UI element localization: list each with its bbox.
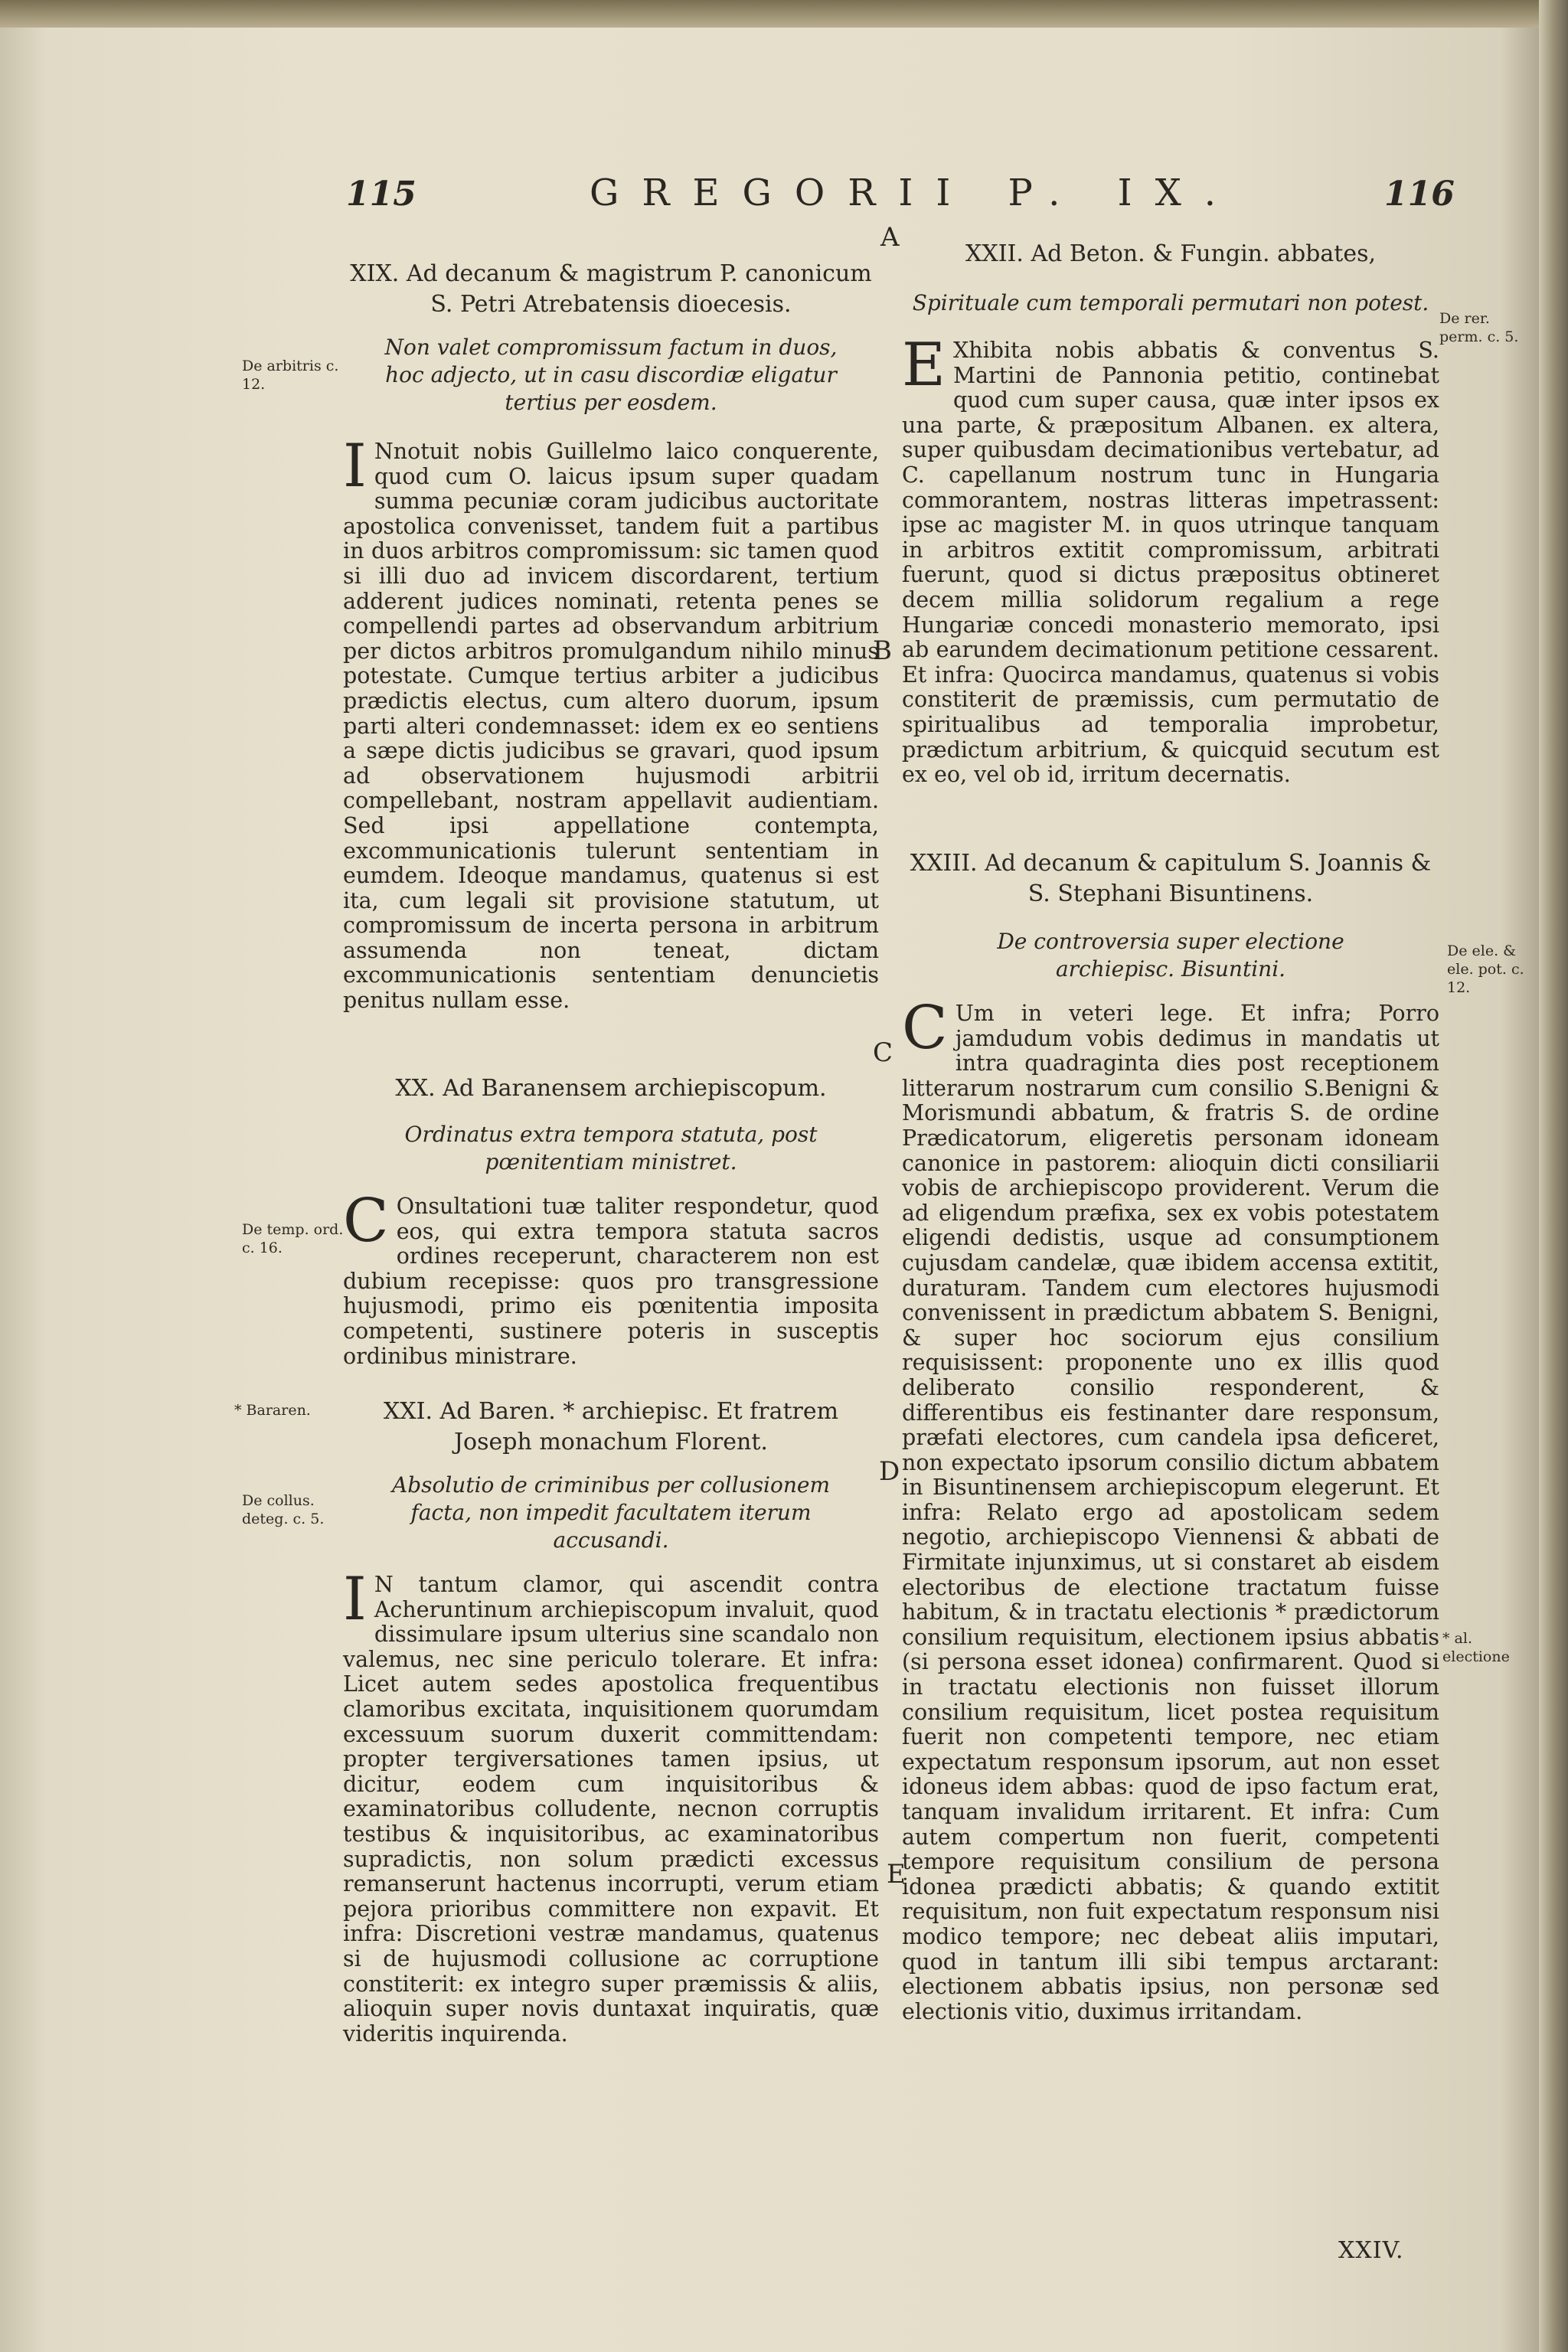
margin-note-ele-pot: De ele. & ele. pot. c. 12. (1447, 942, 1524, 996)
section-21 (343, 1396, 879, 2047)
section-23-heading: XXIII. Ad decanum & capitulum S. Joannis & S. Stephani Bisuntinens. (910, 850, 1432, 907)
section-22 (902, 239, 1439, 788)
section-21-summary: Absolutio de criminibus per collusionem facta, non impedit facultatem iterum accusandi. (391, 1472, 831, 1553)
section-21-dropcap: I (343, 1565, 367, 1634)
section-marker-e: E (887, 1859, 906, 1890)
section-22-text: Xhibita nobis abbatis & conventus S. Martini de Pannonia petitio, continebat quod cum super causa, quæ inter ipsos ex una parte, & præpositum Albanen. ex altera, super quibusdam decimationibus vertebatur, ad C. capellanum nostrum tunc in Hungaria commorantem, nostras litteras impetrassent: ipse ac magister M. in quos utrinque tanquam in arbitros extitit compromissum, arbitrati fuerunt, quod si dictus præpositus obtineret decem millia solidorum regalium a rege Hungariæ concedi monasterio memorato, ipsi ab earundem decimationum petitione cessarent. Et infra: Quocirca mandamus, quatenus si vobis constiterit de præmissis, cum permutatio de spiritualibus ad temporalia improbetur, prædictum arbitrium, & quicquid secutum est ex eo, vel ob id, irritum decernatis. (902, 338, 1439, 788)
page-number-right: 116 (1384, 175, 1455, 214)
section-19-text: Nnotuit nobis Guillelmo laico conquerente, quod cum O. laicus ipsum super quadam summa pecuniæ coram judicibus auctoritate apostolica convenisset, tandem fuit a partibus in duos arbitros compromissum: sic tamen quod si illi duo ad invicem discordarent, tertium adderent judices nominati, retenta penes se compellendi partes ad observandum arbitrium per dictos arbitros promulgandum nihilo minus potestate. Cumque tertius arbiter a judicibus prædictis electus, cum altero duorum, ipsum parti alteri condemnasset: idem ex eo sentiens a sæpe dictis judicibus se gravari, quod ipsum ad observationem hujusmodi arbitrii compellebant, nostram appellavit audientiam. Sed ipsi appellatione contempta, excommunicationis tulerunt sententiam in eumdem. Ideoque mandamus, quatenus si est ita, cum legali sit provisione statutum, ut compromissum de incerta persona in arbitrum assumenda non teneat, dictam excommunicationis sententiam denuncietis penitus nullam esse. (343, 439, 879, 1014)
page-right-edge (1539, 0, 1568, 2352)
section-marker-b: B (873, 635, 892, 666)
section-23-text: Um in veteri lege. Et infra; Porro jamdudum vobis dedimus in mandatis ut intra quadraginta dies post receptionem litterarum nostrarum cum consilio S.Benigni & Morismundi abbatum, & fratris S. de ordine Prædicatorum, eligeretis personam idoneam canonice in pastorem: alioquin dicti consiliarii vobis de archiepiscopo providerent. Verum die ad eligendum præfixa, sex ex vobis potestatem eligendi dedistis, usque ad consumptionem cujusdam candelæ, quæ ibidem accensa extitit, duraturam. Tandem cum electores hujusmodi convenissent in prædictum abbatem S. Benigni, & super hoc sociorum ejus consilium requisissent: proponente uno ex illis quod deliberato consilio responderent, & differentibus eis festinanter dare responsum, præfati electores, cum candela ipsa deficeret, non expectato ipsorum consilio dictum abbatem in Bisuntinensem archiepiscopum elegerunt. Et infra: Relato ergo ad apostolicam sedem negotio, archiepiscopo Viennensi & abbati de Firmitate injunximus, ut si constaret ab eisdem electoribus de electione tractatum fuisse habitum, & in tractatu electionis * prædictorum consilium requisitum, electionem ipsius abbatis (si persona esset idonea) confirmarent. Quod si in tractatu electionis non fuisset illorum consilium requisitum, licet postea requisitum fuerit non competenti tempore, nec etiam expectatum responsum ipsorum, aut non esset idoneus idem abbas: quod de ipso factum erat, tanquam invalidum irritarent. Et infra: Cum autem compertum non fuerit, competenti tempore requisitum consilium de persona idonea prædicti abbatis; & quando extitit requisitum, non fuit expectatum responsum nisi modico tempore; nec debeat aliis imputari, quod in tantum illi sibi tempus arctarant: electionem abbatis ipsius, non personæ sed electionis vitio, duximus irritandam. (902, 1001, 1439, 2024)
margin-note-collus: De collus. deteg. c. 5. (242, 1492, 325, 1527)
section-22-heading: XXII. Ad Beton. & Fungin. abbates, (965, 240, 1376, 267)
margin-note-rer-perm: De rer. perm. c. 5. (1439, 310, 1519, 345)
section-23-summary: De controversia super electione archiepisc. Bisuntini. (997, 929, 1344, 982)
section-marker-c: C (873, 1037, 893, 1068)
section-19-summary: Non valet compromissum factum in duos, hoc adjecto, ut in casu discordiæ eligatur tertius per eosdem. (384, 335, 838, 415)
section-21-heading: XXI. Ad Baren. * archiepisc. Et fratrem Joseph monachum Florent. (383, 1398, 839, 1455)
section-20-body (343, 1187, 879, 1369)
section-20-summary: Ordinatus extra tempora statuta, post pœnitentiam ministret. (404, 1122, 818, 1174)
margin-note-arbitris: De arbitris c. 12. (242, 358, 339, 393)
margin-note-bararen: * Bararen. (234, 1402, 311, 1419)
section-19-heading: XIX. Ad decanum & magistrum P. canonicum S. Petri Atrebatensis dioecesis. (350, 260, 872, 318)
section-19 (343, 259, 879, 1014)
section-22-body (902, 331, 1439, 788)
margin-note-temp-ord: De temp. ord. c. 16. (242, 1221, 344, 1256)
page-top-edge (0, 0, 1568, 28)
margin-note-al-electione: * al. electione (1442, 1630, 1510, 1665)
section-19-dropcap: I (343, 432, 367, 501)
section-22-summary: Spirituale cum temporali permutari non potest. (912, 290, 1429, 315)
page-number-left: 115 (346, 175, 416, 214)
section-marker-d: D (879, 1456, 900, 1487)
section-23-dropcap: C (902, 994, 948, 1063)
section-23-body (902, 994, 1439, 2024)
running-title: GREGORII P. IX. (590, 172, 1240, 214)
section-marker-a: A (880, 222, 900, 253)
catchword: XXIV. (1338, 2237, 1404, 2264)
section-20-dropcap: C (343, 1187, 389, 1256)
section-23 (902, 848, 1439, 2024)
section-21-body (343, 1565, 879, 2047)
section-20 (343, 1073, 879, 1369)
section-22-dropcap: E (902, 331, 946, 400)
section-20-text: Onsultationi tuæ taliter respondetur, quod eos, qui extra tempora statuta sacros ordines receperunt, characterem non est dubium recepisse: quos pro transgressione hujusmodi, primo eis pœnitentia imposita competenti, sustinere poteris in susceptis ordinibus ministrare. (343, 1194, 879, 1369)
section-21-text: N tantum clamor, qui ascendit contra Acheruntinum archiepiscopum invaluit, quod dissimulare ipsum ulterius sine scandalo non valemus, nec sine periculo tolerare. Et infra: Licet autem sedes apostolica frequentibus clamoribus excitata, inquisitionem quorumdam excessuum suorum duxerit committendam: propter tergiversationes tamen ipsius, ut dicitur, eodem cum inquisitoribus & examinatoribus colludente, necnon corruptis testibus & inquisitoribus, ac examinatoribus supradictis, non solum prædicti excessus remanserunt hactenus incorrupti, verum etiam pejora prioribus committere non expavit. Et infra: Discretioni vestræ mandamus, quatenus si de hujusmodi collusione ac corruptione constiterit: ex integro super præmissis & aliis, alioquin super novis duntaxat inquiratis, quæ videritis inquirenda. (343, 1572, 879, 2047)
section-20-heading: XX. Ad Baranensem archiepiscopum. (395, 1075, 827, 1102)
section-19-body (343, 432, 879, 1014)
